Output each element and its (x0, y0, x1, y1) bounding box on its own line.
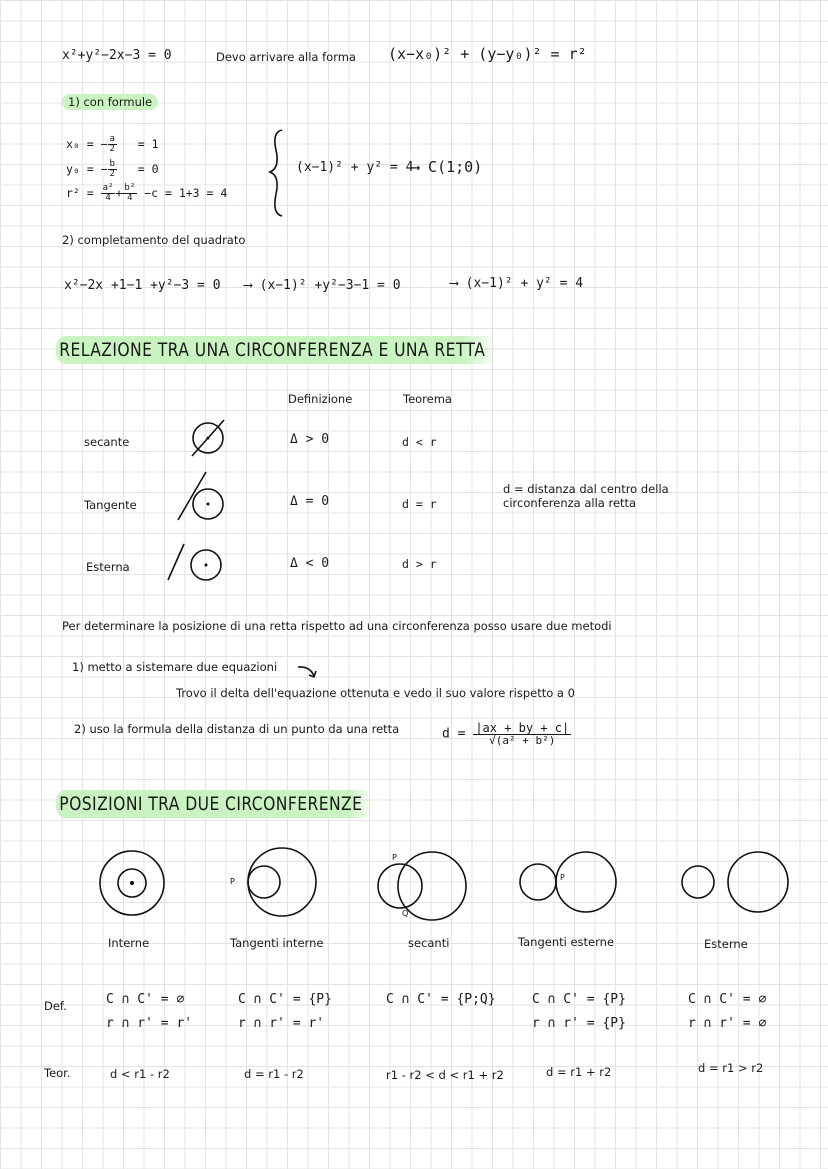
r-line: r² = $\frac{\text{a²}}{4}$ + $\frac{\text{b²}}{4}$ −c = 1+3 = 4 (66, 183, 228, 203)
goal-text: Devo arrivare alla forma (216, 50, 356, 64)
point-p-label: P (560, 873, 565, 882)
external-circles-figure (676, 850, 796, 914)
row-secante-def: Δ > 0 (290, 432, 330, 447)
row-tangente-label: Tangente (84, 498, 137, 512)
def1-esterne: C ∩ C' = ∅ (688, 992, 767, 1007)
teo-esterne: d = r1 > r2 (698, 1061, 764, 1075)
def1-tangenti-esterne: C ∩ C' = {P} (532, 992, 626, 1007)
def2-tangenti-esterne: r ∩ r' = {P} (532, 1016, 626, 1031)
section2-title: POSIZIONI TRA DUE CIRCONFERENZE (56, 790, 374, 818)
teo-secanti: r1 - r2 < d < r1 + r2 (386, 1068, 504, 1082)
system-brace (268, 128, 288, 218)
method1-label: 1) con formule (62, 95, 158, 109)
distance-formula: d = $\frac{|ax + by + c|}{\text{√(a² + b²)}}$ (442, 721, 570, 747)
point-p-label: P (392, 853, 397, 862)
distance-note-line2: circonferenza alla retta (503, 496, 637, 510)
row-esterna-def: Δ < 0 (290, 556, 330, 571)
secant-circles-figure (370, 850, 474, 922)
case-name-tangenti-interne: Tangenti interne (230, 936, 324, 950)
column-theorem: Teorema (403, 392, 452, 406)
column-definition: Definizione (288, 392, 353, 406)
secant-line-icon (186, 416, 230, 460)
tangent-line-icon (172, 470, 228, 524)
external-line-icon (164, 540, 228, 584)
def1-interne: C ∩ C' = ∅ (106, 992, 185, 1007)
case-name-tangenti-esterne: Tangenti esterne (518, 935, 615, 949)
point-q-label: Q (402, 909, 409, 918)
method2-step3: ⟶ (x−1)² + y² = 4 (450, 276, 584, 291)
method2-step2: ⟶ (x−1)² +y²−3−1 = 0 (244, 278, 401, 293)
curved-arrow-icon (296, 664, 322, 680)
row-label-teor: Teor. (44, 1066, 71, 1080)
goal-formula: (x−x₀)² + (y−y₀)² = r² (388, 45, 587, 63)
method-system-detail: Trovo il delta dell'equazione ottenuta e vedo il suo valore rispetto a 0 (176, 686, 575, 700)
row-secante-teo: d < r (402, 435, 437, 449)
internal-circles-figure (98, 846, 168, 920)
method-system: 1) metto a sistemare due equazioni (72, 660, 278, 674)
initial-equation: x²+y²−2x−3 = 0 (62, 48, 172, 63)
def1-tangenti-interne: C ∩ C' = {P} (238, 992, 332, 1007)
def2-interne: r ∩ r' = r' (106, 1016, 193, 1031)
teo-tangenti-interne: d = r1 - r2 (244, 1067, 304, 1081)
method2-label: 2) completamento del quadrato (62, 233, 246, 247)
teo-tangenti-esterne: d = r1 + r2 (546, 1065, 612, 1079)
method2-step1: x²−2x +1−1 +y²−3 = 0 (64, 278, 221, 293)
distance-note-line1: d = distanza dal centro della (503, 482, 669, 496)
method1-result-equation: (x−1)² + y² = 4 (296, 160, 414, 175)
row-tangente-teo: d = r (402, 497, 437, 511)
case-name-secanti: secanti (408, 936, 450, 950)
point-p-label: P (230, 877, 235, 886)
row-esterna-label: Esterna (86, 560, 130, 574)
externally-tangent-circles-figure (516, 852, 616, 918)
row-secante-label: secante (84, 435, 130, 449)
teo-interne: d < r1 - r2 (110, 1067, 170, 1081)
section1-title: RELAZIONE TRA UNA CIRCONFERENZA E UNA RETTA (56, 336, 497, 364)
row-label-def: Def. (44, 999, 67, 1013)
y0-line: y₀ = − $\frac{b}{2}$ = 0 (66, 159, 159, 179)
row-esterna-teo: d > r (402, 557, 437, 571)
method-distance: 2) uso la formula della distanza di un punto da una retta (74, 722, 400, 736)
row-tangente-def: Δ = 0 (290, 494, 330, 509)
method1-result-center: ⟶ C(1;0) (410, 158, 483, 176)
x0-line: x₀ = − $\frac{a}{2}$ = 1 (66, 134, 159, 154)
def2-tangenti-interne: r ∩ r' = r' (238, 1016, 325, 1031)
def2-esterne: r ∩ r' = ∅ (688, 1016, 767, 1031)
case-name-esterne: Esterne (704, 937, 748, 951)
case-name-interne: Interne (108, 936, 150, 950)
methods-intro: Per determinare la posizione di una retta rispetto ad una circonferenza posso usare due metodi (62, 619, 612, 633)
internally-tangent-circles-figure (226, 846, 322, 924)
def1-secanti: C ∩ C' = {P;Q} (386, 992, 496, 1007)
